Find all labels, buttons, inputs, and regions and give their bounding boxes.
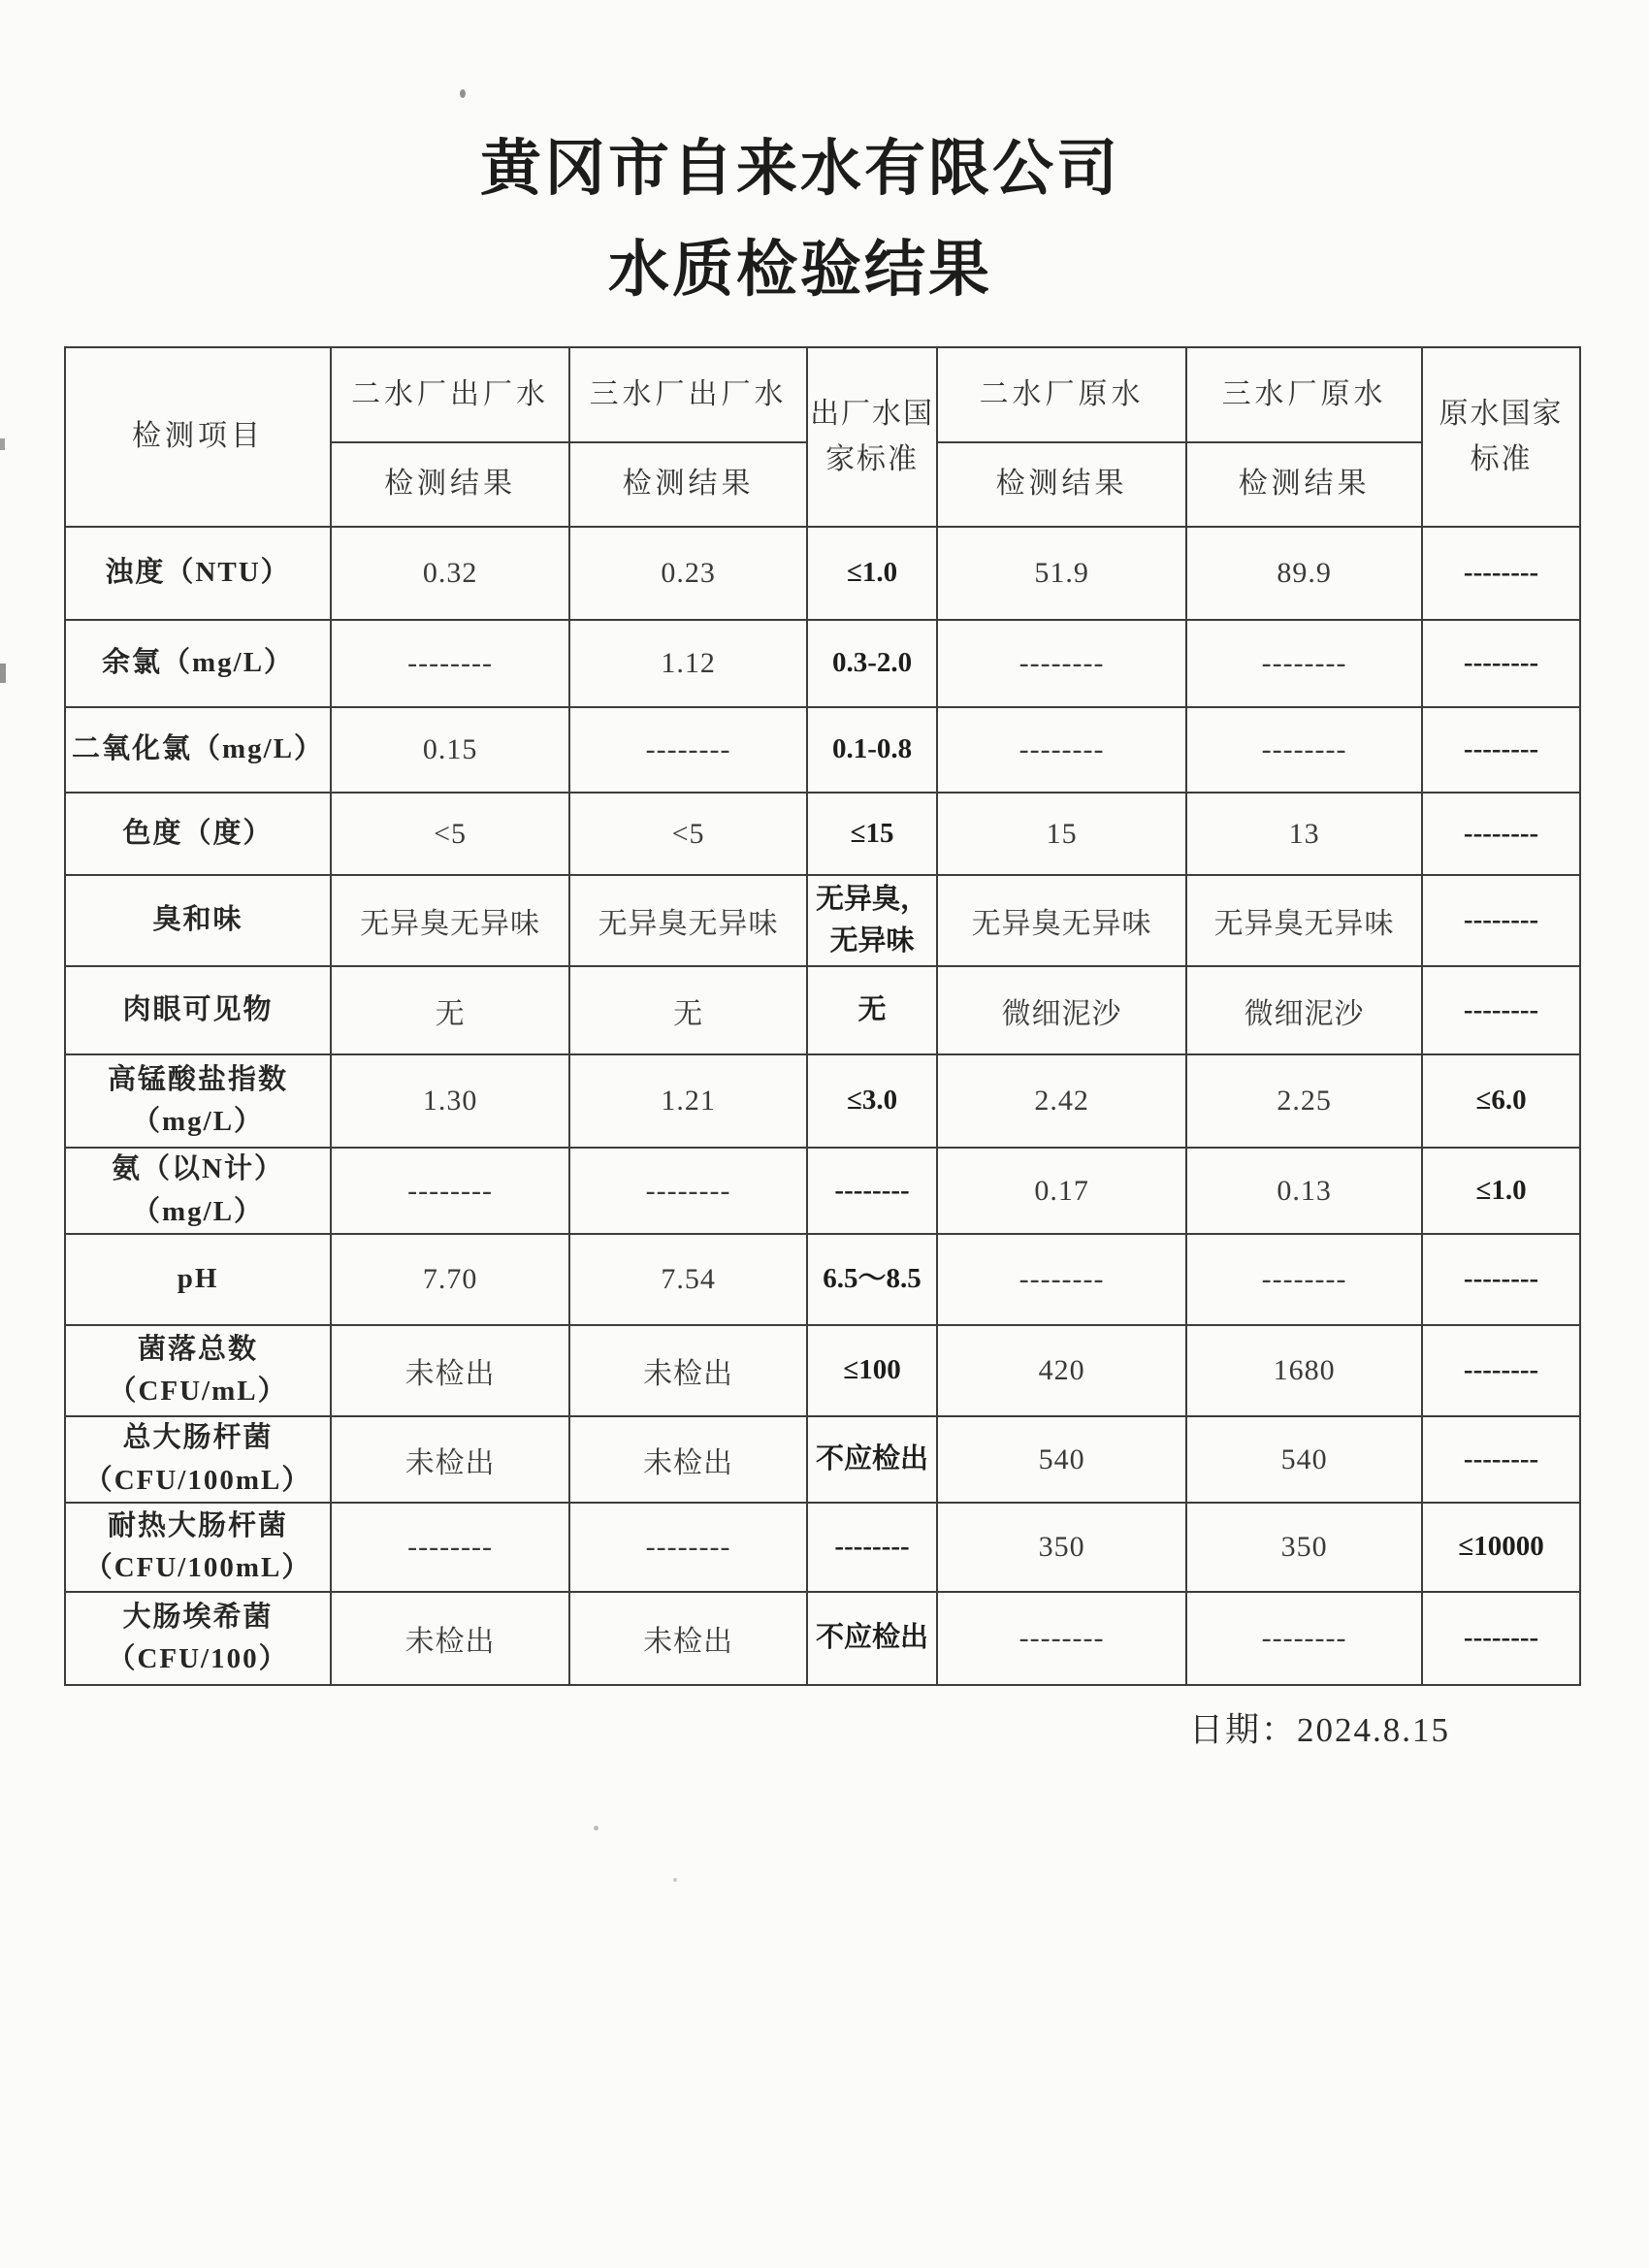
plant2-raw-result: 2.42 xyxy=(937,1054,1186,1148)
raw-standard: -------- xyxy=(1422,620,1580,707)
out-standard xyxy=(807,966,937,1054)
standard-line: 无 xyxy=(857,993,887,1025)
row-label xyxy=(65,793,331,875)
plant2-out-result: -------- xyxy=(331,1148,569,1234)
row-label-line: 浊度（NTU） xyxy=(105,557,291,589)
plant3-raw-result: -------- xyxy=(1186,1592,1422,1685)
row-label-line: （mg/L） xyxy=(132,1106,265,1137)
row-label xyxy=(65,707,331,793)
plant3-out-result: 无 xyxy=(569,966,807,1054)
plant3-out-result: -------- xyxy=(569,1503,807,1592)
plant3-out-result: 7.54 xyxy=(569,1234,807,1325)
plant2-out-result: <5 xyxy=(331,793,569,875)
table-row xyxy=(65,1592,1580,1685)
scan-edge-mark xyxy=(0,438,5,450)
raw-standard: ≤10000 xyxy=(1422,1503,1580,1592)
out-standard xyxy=(807,1234,937,1325)
row-label-line: 二氧化氯（mg/L） xyxy=(72,733,325,765)
out-standard xyxy=(807,1503,937,1592)
plant2-raw-result: 51.9 xyxy=(937,527,1186,620)
plant2-out-result: 无异臭无异味 xyxy=(331,875,569,966)
header-plant3-raw: 三水厂原水 xyxy=(1186,347,1422,442)
header-plant2-raw: 二水厂原水 xyxy=(937,347,1186,442)
table-row xyxy=(65,1503,1580,1592)
plant3-raw-result: -------- xyxy=(1186,1234,1422,1325)
plant3-out-result: 未检出 xyxy=(569,1325,807,1416)
plant3-raw-result: 89.9 xyxy=(1186,527,1422,620)
standard-line: 无异味 xyxy=(829,925,915,956)
header-plant3-out: 三水厂出厂水 xyxy=(569,347,807,442)
plant3-raw-result: -------- xyxy=(1186,707,1422,793)
raw-standard: ≤1.0 xyxy=(1422,1148,1580,1234)
table-row xyxy=(65,1234,1580,1325)
table-row xyxy=(65,793,1580,875)
row-label-line: 余氯（mg/L） xyxy=(102,647,295,679)
plant2-out-result: 0.15 xyxy=(331,707,569,793)
row-label xyxy=(65,1148,331,1234)
row-label-line: 色度（度） xyxy=(122,817,274,849)
standard-line: -------- xyxy=(834,1174,910,1206)
raw-standard: -------- xyxy=(1422,1234,1580,1325)
table-row xyxy=(65,1416,1580,1503)
plant3-out-result: -------- xyxy=(569,707,807,793)
standard-line: 0.1-0.8 xyxy=(831,733,913,765)
standard-line: ≤3.0 xyxy=(846,1085,898,1117)
plant2-raw-result: 15 xyxy=(937,793,1186,875)
row-label-line: 大肠埃希菌 xyxy=(122,1601,274,1633)
plant3-out-result: 未检出 xyxy=(569,1592,807,1685)
row-label-line: 菌落总数 xyxy=(138,1333,259,1365)
plant3-raw-result: 540 xyxy=(1186,1416,1422,1503)
plant3-out-result: -------- xyxy=(569,1148,807,1234)
row-label-line: （mg/L） xyxy=(132,1195,265,1227)
row-label-line: 总大肠杆菌 xyxy=(122,1422,274,1453)
row-label-line: pH xyxy=(177,1263,219,1295)
plant2-raw-result: -------- xyxy=(937,620,1186,707)
out-standard xyxy=(807,1054,937,1148)
plant3-raw-result: 无异臭无异味 xyxy=(1186,875,1422,966)
row-label xyxy=(65,1503,331,1592)
plant3-raw-result: 0.13 xyxy=(1186,1148,1422,1234)
raw-standard: -------- xyxy=(1422,793,1580,875)
header-result-plant3-raw: 检测结果 xyxy=(1186,442,1422,527)
raw-standard: ≤6.0 xyxy=(1422,1054,1580,1148)
plant2-out-result: 未检出 xyxy=(331,1325,569,1416)
raw-standard: -------- xyxy=(1422,966,1580,1054)
row-label-line: （CFU/100） xyxy=(107,1643,289,1674)
standard-line: 无异臭， xyxy=(816,883,929,915)
plant3-out-result: 无异臭无异味 xyxy=(569,875,807,966)
plant2-out-result: -------- xyxy=(331,1503,569,1592)
company-title: 黄冈市自来水有限公司 xyxy=(480,135,1120,203)
plant2-raw-result: 0.17 xyxy=(937,1148,1186,1234)
plant3-raw-result: 2.25 xyxy=(1186,1054,1422,1148)
table-header-row-1 xyxy=(65,347,1580,442)
scan-speck xyxy=(460,89,466,98)
row-label xyxy=(65,1592,331,1685)
raw-standard: -------- xyxy=(1422,527,1580,620)
plant2-out-result: -------- xyxy=(331,620,569,707)
standard-line: ≤15 xyxy=(850,817,894,849)
raw-standard: -------- xyxy=(1422,1592,1580,1685)
standard-line: ≤100 xyxy=(843,1354,901,1386)
standard-line: 不应检出 xyxy=(816,1622,929,1654)
table-row xyxy=(65,1325,1580,1416)
water-quality-table xyxy=(64,346,1581,1686)
header-raw-standard: 原水国家标准 xyxy=(1422,347,1580,527)
plant2-raw-result: -------- xyxy=(937,707,1186,793)
plant3-raw-result: 13 xyxy=(1186,793,1422,875)
header-item: 检测项目 xyxy=(65,347,331,527)
table-row xyxy=(65,966,1580,1054)
out-standard xyxy=(807,527,937,620)
plant3-out-result: 1.21 xyxy=(569,1054,807,1148)
row-label-line: （CFU/mL） xyxy=(108,1376,288,1407)
plant2-raw-result: 420 xyxy=(937,1325,1186,1416)
scan-speck xyxy=(673,1878,677,1882)
row-label xyxy=(65,1054,331,1148)
table-row xyxy=(65,707,1580,793)
plant2-raw-result: 350 xyxy=(937,1503,1186,1592)
table-row xyxy=(65,620,1580,707)
plant3-raw-result: 350 xyxy=(1186,1503,1422,1592)
out-standard xyxy=(807,875,937,966)
report-title: 水质检验结果 xyxy=(608,236,992,304)
plant3-raw-result: 微细泥沙 xyxy=(1186,966,1422,1054)
header-plant2-out: 二水厂出厂水 xyxy=(331,347,569,442)
out-standard xyxy=(807,1592,937,1685)
row-label xyxy=(65,1234,331,1325)
plant2-out-result: 无 xyxy=(331,966,569,1054)
plant2-out-result: 1.30 xyxy=(331,1054,569,1148)
header-result-plant2-out: 检测结果 xyxy=(331,442,569,527)
plant3-out-result: <5 xyxy=(569,793,807,875)
row-label-line: 臭和味 xyxy=(152,904,243,936)
out-standard xyxy=(807,1416,937,1503)
plant2-out-result: 未检出 xyxy=(331,1416,569,1503)
header-result-plant2-raw: 检测结果 xyxy=(937,442,1186,527)
plant3-out-result: 0.23 xyxy=(569,527,807,620)
standard-line: ≤1.0 xyxy=(846,557,898,589)
row-label xyxy=(65,875,331,966)
plant2-out-result: 7.70 xyxy=(331,1234,569,1325)
plant2-out-result: 未检出 xyxy=(331,1592,569,1685)
scan-speck xyxy=(594,1826,598,1831)
row-label-line: 肉眼可见物 xyxy=(122,993,274,1025)
out-standard xyxy=(807,707,937,793)
header-out-standard: 出厂水国家标准 xyxy=(807,347,937,527)
standard-line: -------- xyxy=(834,1531,910,1563)
out-standard xyxy=(807,1325,937,1416)
out-standard xyxy=(807,620,937,707)
plant3-raw-result: 1680 xyxy=(1186,1325,1422,1416)
raw-standard: -------- xyxy=(1422,707,1580,793)
row-label xyxy=(65,620,331,707)
plant2-raw-result: 微细泥沙 xyxy=(937,966,1186,1054)
standard-line: 0.3-2.0 xyxy=(831,647,913,679)
header-result-plant3-out: 检测结果 xyxy=(569,442,807,527)
table-row xyxy=(65,875,1580,966)
plant2-raw-result: 无异臭无异味 xyxy=(937,875,1186,966)
plant2-out-result: 0.32 xyxy=(331,527,569,620)
out-standard xyxy=(807,793,937,875)
raw-standard: -------- xyxy=(1422,1416,1580,1503)
row-label-line: （CFU/100mL） xyxy=(83,1464,312,1496)
row-label-line: 耐热大肠杆菌 xyxy=(108,1509,289,1541)
raw-standard: -------- xyxy=(1422,1325,1580,1416)
document-titles xyxy=(0,118,1600,320)
plant3-out-result: 未检出 xyxy=(569,1416,807,1503)
table-row xyxy=(65,527,1580,620)
table-row xyxy=(65,1054,1580,1148)
report-date: 日期：2024.8.15 xyxy=(1189,1711,1451,1749)
plant3-raw-result: -------- xyxy=(1186,620,1422,707)
row-label-line: 高锰酸盐指数 xyxy=(108,1063,289,1095)
row-label-line: 氨（以N计） xyxy=(112,1153,284,1184)
scan-edge-mark xyxy=(0,664,6,683)
plant2-raw-result: -------- xyxy=(937,1234,1186,1325)
standard-line: 不应检出 xyxy=(816,1442,929,1474)
row-label xyxy=(65,1416,331,1503)
raw-standard: -------- xyxy=(1422,875,1580,966)
plant2-raw-result: -------- xyxy=(937,1592,1186,1685)
standard-line: 6.5～8.5 xyxy=(823,1263,922,1295)
row-label xyxy=(65,966,331,1054)
row-label-line: （CFU/100mL） xyxy=(83,1552,312,1583)
out-standard xyxy=(807,1148,937,1234)
row-label xyxy=(65,1325,331,1416)
plant2-raw-result: 540 xyxy=(937,1416,1186,1503)
plant3-out-result: 1.12 xyxy=(569,620,807,707)
row-label xyxy=(65,527,331,620)
table-row xyxy=(65,1148,1580,1234)
